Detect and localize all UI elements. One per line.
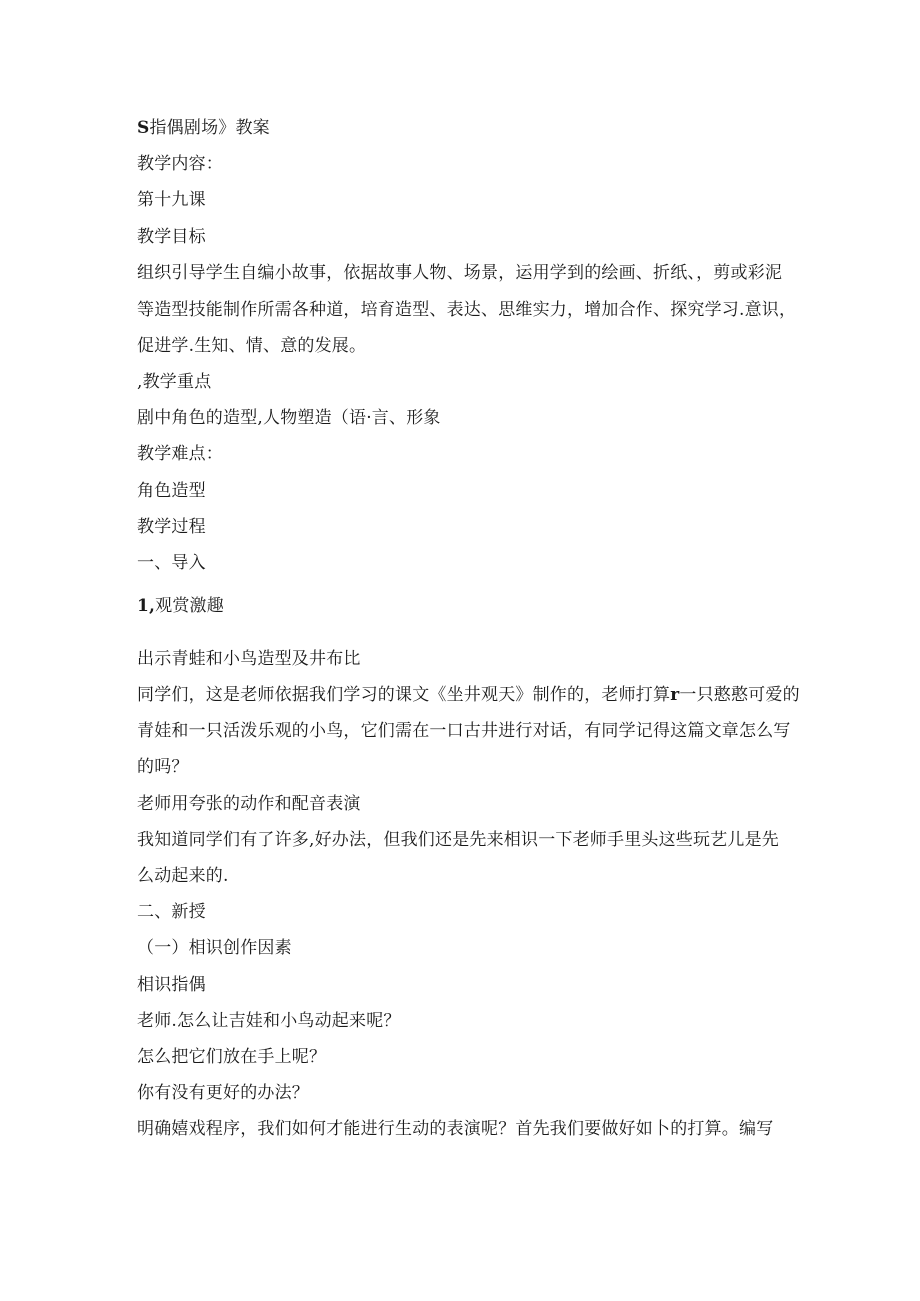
text-line: 你有没有更好的办法？ <box>137 1083 309 1103</box>
text-line: 出示青蛙和小鸟造型及井布比 <box>137 649 361 669</box>
text-line: ,教学重点 <box>137 372 212 392</box>
text-line: 怎么把它们放在手上呢？ <box>137 1047 327 1067</box>
text-line: 么动起来的. <box>137 866 229 886</box>
text-line: 教学难点： <box>137 444 223 464</box>
text-line: 剧中角色的造型,人物塑造（语·言、形象 <box>137 408 441 428</box>
title-text: 指偶剧场》教案 <box>149 118 270 138</box>
document-title <box>137 117 270 139</box>
text-line: （一）相识创作因素 <box>137 938 292 958</box>
text-line: 教学内容： <box>137 154 223 174</box>
text-line: 一、导入 <box>137 553 206 573</box>
text-line: 我知道同学们有了许多,好办法，但我们还是先来相识一下老师手里头这些玩艺儿是先 <box>137 830 780 850</box>
text-line: 第十九课 <box>137 190 206 210</box>
text-line: 相识指偶 <box>137 975 206 995</box>
step-text: 观赏激趣 <box>155 596 224 616</box>
paragraph-bold-char: r <box>670 685 680 705</box>
text-line: 二、新授 <box>137 902 206 922</box>
paragraph-text-end: 一只憨憨可爱的 <box>679 685 800 705</box>
text-line: 角色造型 <box>137 481 206 501</box>
paragraph-line <box>137 684 800 706</box>
text-line: 教学目标 <box>137 227 206 247</box>
text-line: 青娃和一只活泼乐观的小鸟，它们需在一口古井进行对话，有同学记得这篇文章怎么写 <box>137 721 791 741</box>
text-line: 组织引导学生自编小故事，依据故事人物、场景，运用学到的绘画、折纸、，剪或彩泥 <box>137 263 783 283</box>
title-prefix: S <box>137 118 150 138</box>
text-line: 等造型技能制作所需各种道，培育造型、表达、思维实力，增加合作、探究学习.意识， <box>137 300 797 320</box>
text-line: 明确嬉戏程序，我们如何才能进行生动的表演呢？首先我们要做好如卜的打算。编写 <box>137 1119 774 1139</box>
text-line: 老师用夸张的动作和配音表演 <box>137 794 361 814</box>
text-line: 的吗？ <box>137 757 189 777</box>
paragraph-text: 同学们，这是老师依据我们学习的课文《坐井观天》制作的，老师打算 <box>137 685 671 705</box>
text-line: 教学过程 <box>137 517 206 537</box>
step-heading <box>137 595 224 617</box>
text-line: 老师.怎么让吉娃和小鸟动起来呢？ <box>137 1011 401 1031</box>
text-line: 促进学.生知、情、意的发展。 <box>137 336 367 356</box>
step-number: 1, <box>137 596 156 616</box>
